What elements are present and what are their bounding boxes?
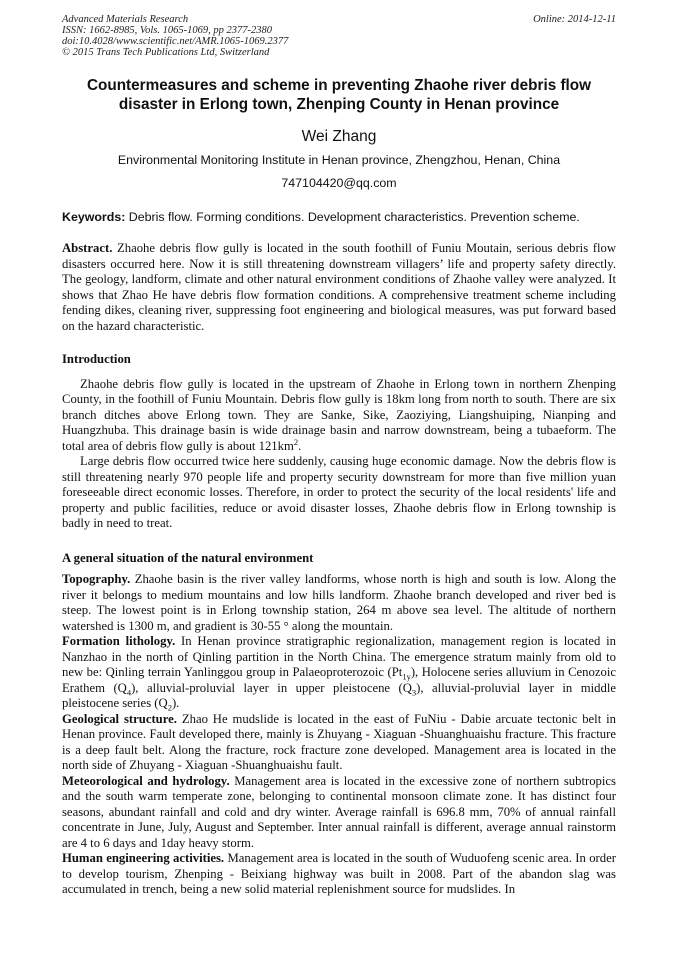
- paper-title: Countermeasures and scheme in preventing Zhaohe river debris flow disaster in Erlong town, Zhenping County in Henan province: [86, 77, 592, 113]
- abstract-label: Abstract.: [62, 241, 113, 255]
- intro-p1-sup: 2: [293, 436, 299, 447]
- journal-header: [62, 14, 616, 58]
- introduction-heading: Introduction: [62, 352, 131, 366]
- situation-heading: A general situation of the natural environment: [62, 550, 314, 565]
- meteorological-label: Meteorological and hydrology.: [62, 773, 230, 788]
- meteorological-paragraph: [62, 774, 616, 852]
- formation-label: Formation lithology.: [62, 634, 176, 648]
- formation-text-4: ), alluvial-proluvial layer in middle pleistocene series (Q: [62, 680, 616, 710]
- journal-issn: ISSN: 1662-8985, Vols. 1065-1069, pp 2377-2380: [62, 25, 272, 36]
- abstract: [62, 241, 616, 334]
- formation-text-1: In Henan province stratigraphic regionalization, management region is located in Nanzhao in the north of Qinling partition in the North China. The emergence stratum mainly from old to new be: Qinling terrain Yanlinggou group in Palaeoproterozoic (Pt: [62, 634, 616, 679]
- human-activities-paragraph: [62, 851, 616, 898]
- online-date: Online: 2014-12-11: [533, 14, 616, 25]
- formation-sub-3: 3: [411, 687, 417, 698]
- author-name: Wei Zhang: [301, 128, 377, 145]
- formation-sub-2: 4: [126, 687, 132, 698]
- formation-text-3: ), alluvial-proluvial layer in upper pleistocene (Q: [131, 680, 412, 695]
- human-activities-text: Management area is located in the south of Wuduofeng scenic area. In order to develop tourism, Zhenping - Beixiang highway was built in 2008. Part of the abandon slag was accumulated in trench, being a new solid material replenishment source for mudslides. In: [62, 851, 616, 896]
- author-email[interactable]: 747104420@qq.com: [281, 176, 397, 190]
- geological-paragraph: [62, 712, 616, 774]
- intro-p1-text: Zhaohe debris flow gully is located in the upstream of Zhaohe in Erlong town in northern Zhenping County, in the foothill of Funiu Mountain. Debris flow gully is 18km long from north to south. There are six branch ditches above Erlong town. They are Sanke, Sike, Zaoziying, Liangshuiping, Nianping and Huangzhuba. This drainage basin is wide drainage basin and narrow downstream, being a tubaeform. The total area of debris flow gully is about 121km: [62, 376, 616, 453]
- keywords-text: Debris flow. Forming conditions. Development characteristics. Prevention scheme.: [125, 210, 580, 224]
- journal-doi: doi:10.4028/www.scientific.net/AMR.1065-1069.2377: [62, 36, 289, 47]
- intro-p1-end: .: [298, 438, 302, 453]
- topography-text: Zhaohe basin is the river valley landforms, whose north is high and south is low. Along the river it belongs to medium mountains and low hills landform. Zhaohe branch developed and river bed is steep. The lowest point is in Erlong township station, 264 m above sea level. The altitude of northern watershed is 1300 m, and gradient is 30-55 ° along the mountain.: [62, 572, 616, 633]
- formation-text-2: ), Holocene series alluvium in Cenozoic Erathem (Q: [62, 665, 616, 695]
- formation-text-5: ).: [171, 696, 180, 710]
- author-affiliation: Environmental Monitoring Institute in Henan province, Zhengzhou, Henan, China: [117, 153, 561, 167]
- keywords-label: Keywords:: [62, 210, 126, 224]
- paper-page: [62, 14, 616, 898]
- formation-sub-1: 1y: [402, 671, 411, 682]
- formation-paragraph: [62, 634, 616, 712]
- topography-paragraph: [62, 572, 616, 634]
- formation-sub-4: 2: [167, 702, 172, 713]
- introduction-paragraph-2: Large debris flow occurred twice here suddenly, causing huge economic damage. Now the debris flow is still threatening nearly 970 people life and property security downstream for more than five million yuan foreseeable direct economic losses. Therefore, in order to protect the security of the local residents' life and property and public facilities, reduce or avoid disaster losses, Zhaohe debris flow in Erlong township is badly in need to treat.: [62, 454, 616, 530]
- geological-label: Geological structure.: [62, 711, 177, 726]
- topography-label: Topography.: [62, 572, 131, 586]
- introduction-paragraph-1: [62, 377, 616, 455]
- journal-copyright: © 2015 Trans Tech Publications Ltd, Switzerland: [62, 47, 270, 58]
- journal-name: Advanced Materials Research: [62, 14, 189, 25]
- abstract-text: Zhaohe debris flow gully is located in the south foothill of Funiu Moutain, serious debris flow disasters occurred here. Now it is still threatening downstream villagers’ life and property safety directly. The geology, landform, climate and other natural environment conditions of Zhaohe valley were analyzed. It shows that Zhao He have debris flow formation conditions. A comprehensive treatment scheme including fending dikes, cleaning river, suppressing foot engineering and biological measures, was put forward based on the hazard characteristic.: [62, 241, 616, 333]
- human-activities-label: Human engineering activities.: [62, 851, 225, 865]
- meteorological-text: Management area is located in the excessive zone of northern subtropics and the south warm temperate zone, belonging to continental monsoon climate zone. It has distinct four seasons, abundant rainfall and cold and dry winter. Average rainfall is 696.8 mm, 70% of annual rainfall concentrate in June, July, August and September. Inter annual rainfall is different, average annual rainstorm are 4 to 6 days and 1day heavy storm.: [62, 773, 616, 850]
- keywords: [62, 210, 616, 225]
- geological-text: Zhao He mudslide is located in the east of FuNiu - Dabie arcuate tectonic belt in Henan province. Fault developed there, mainly is Zhuyang - Xiaguan -Shuanghuaishu fracture. This fracture is a deep fault belt. Along the fracture, rock fracture zone developed. Management area is located in the north side of Zhuyang - Xiaguan -Shuanghuaishu fault.: [62, 711, 616, 772]
